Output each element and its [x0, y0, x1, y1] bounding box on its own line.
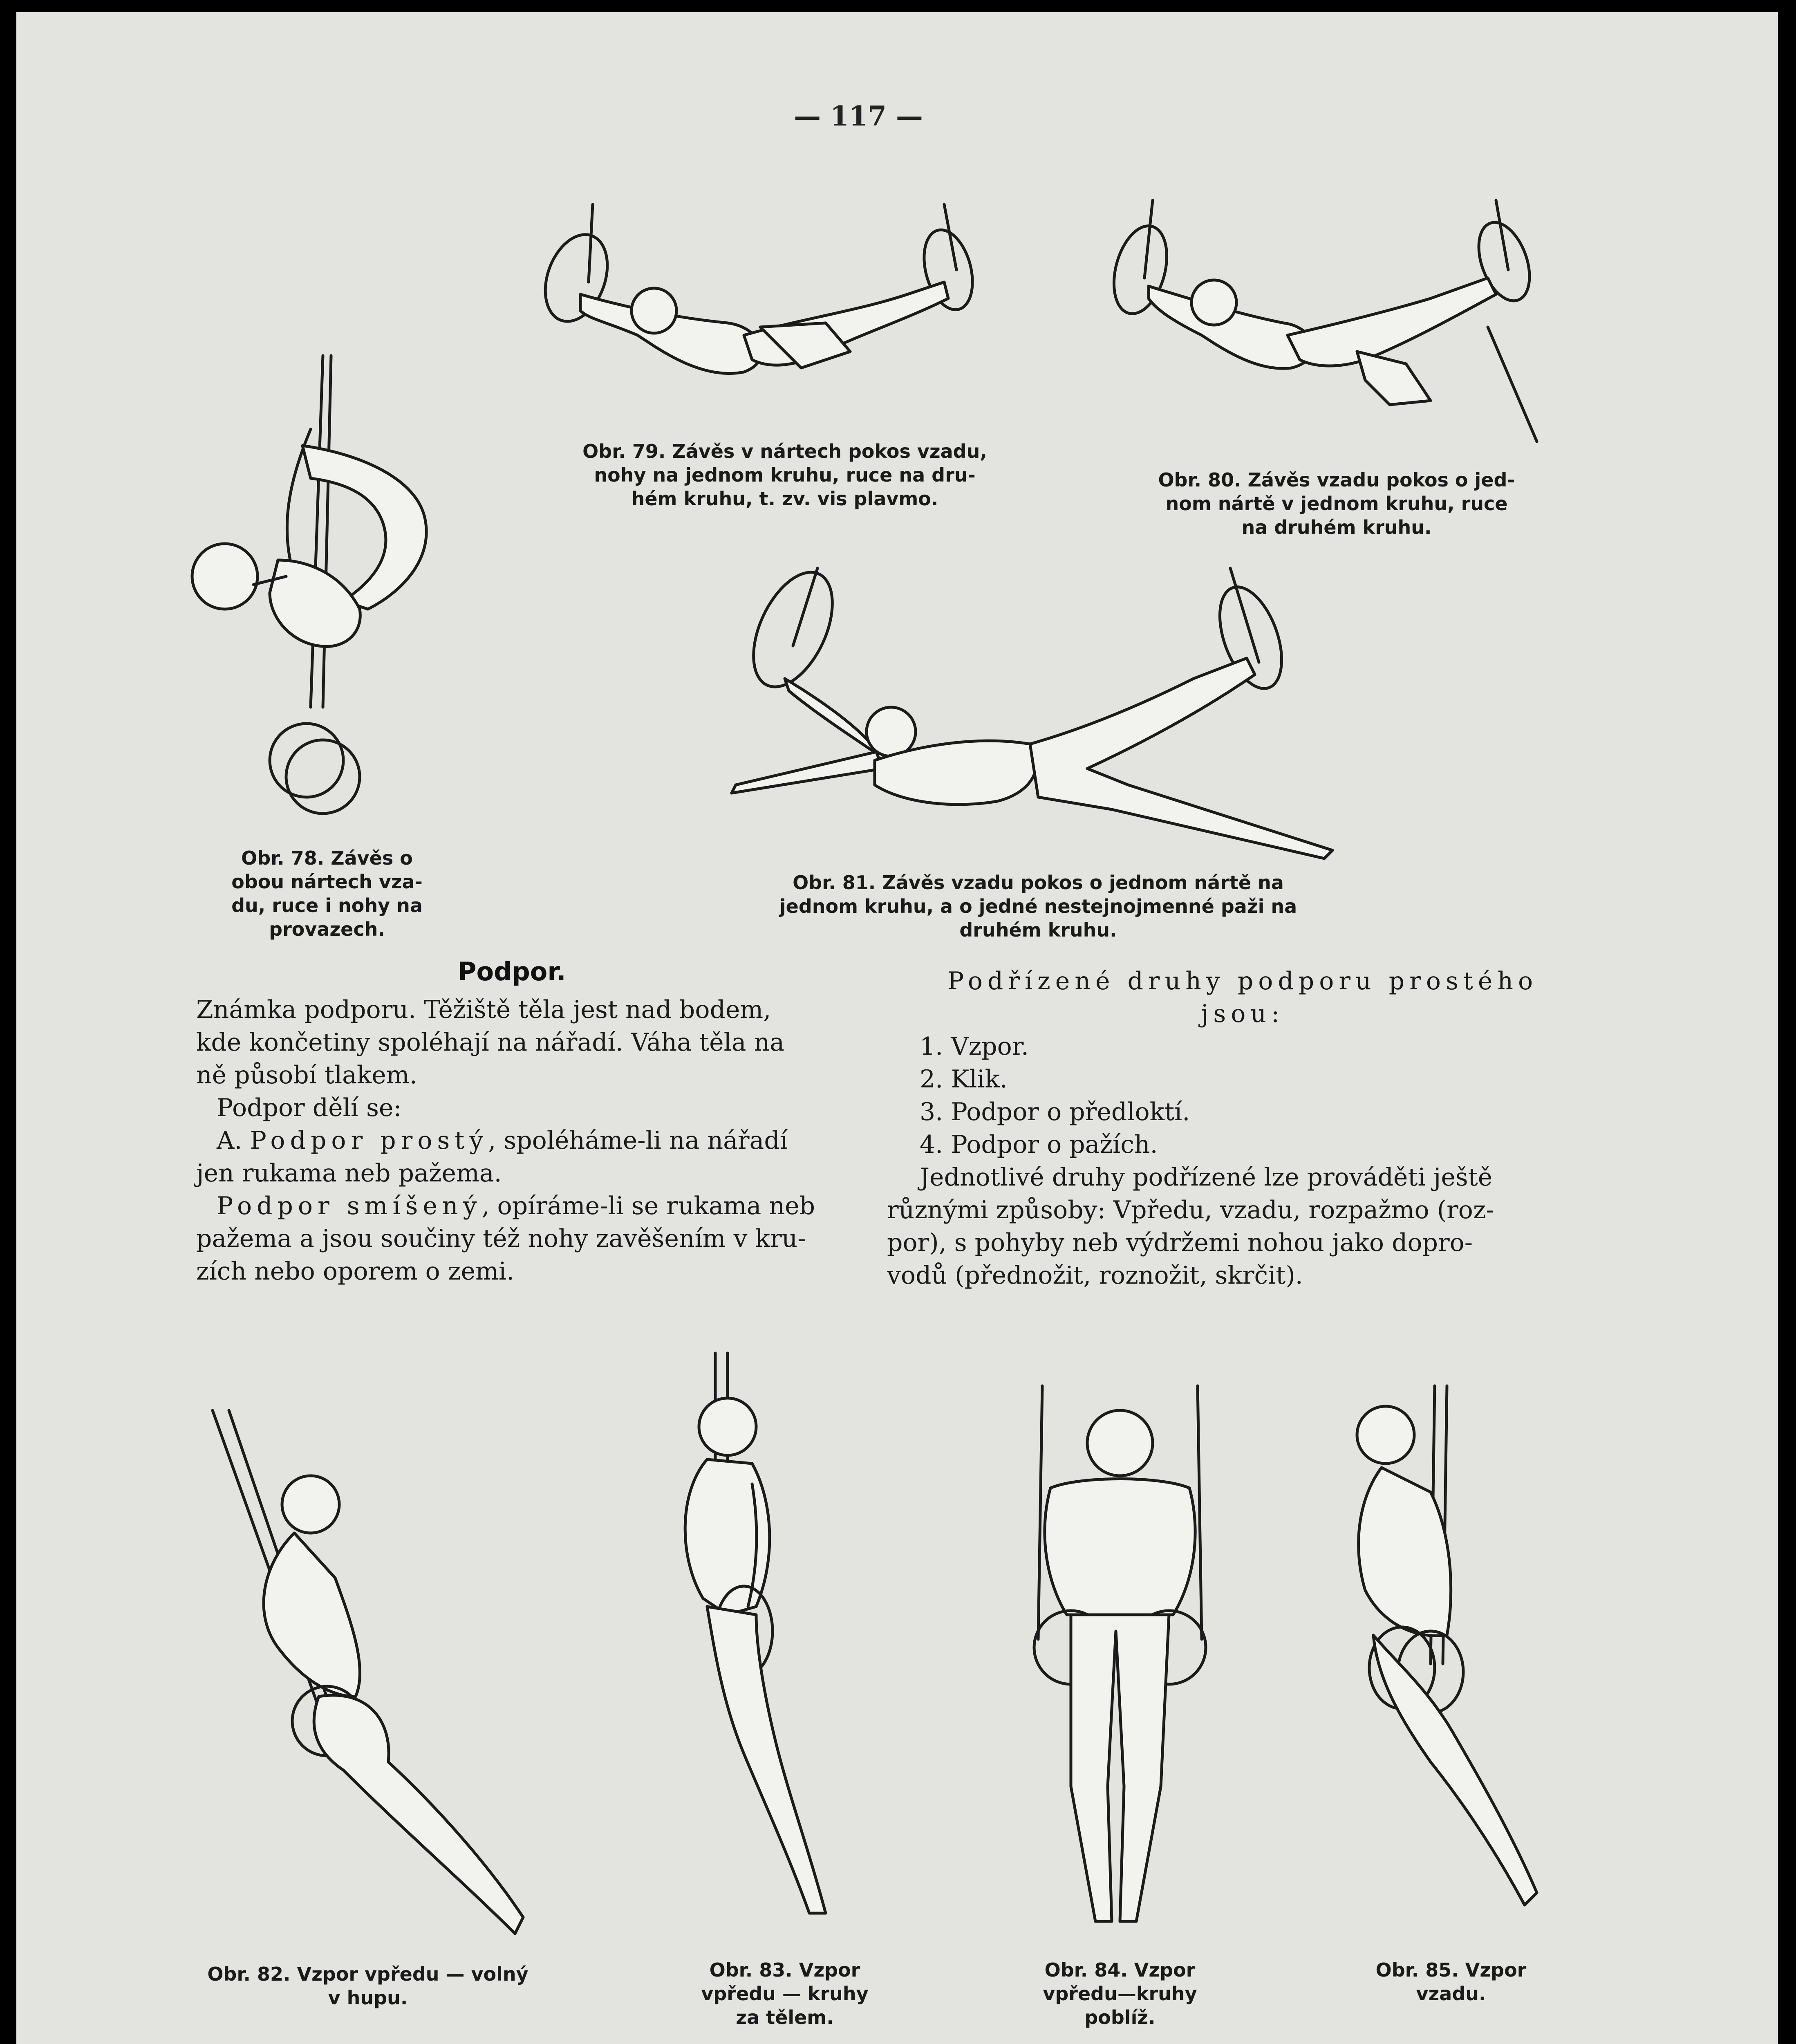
text-line: Jednotlivé druhy podřízené lze prováděti ještě [920, 1163, 1493, 1192]
text-line: Podřízené druhy podporu prostého [947, 967, 1538, 995]
caption-line: za tělem. [736, 2006, 834, 2028]
spaced-term: Podpor smíšený [217, 1192, 482, 1220]
text-line: vodů (přednožit, roznožit, skrčit). [887, 1261, 1303, 1290]
caption-line: hém kruhu, t. zv. vis plavmo. [631, 488, 938, 510]
text-line: por), s pohyby neb výdržemi nohou jako dopro- [887, 1228, 1473, 1257]
figure-79-caption [540, 439, 1030, 511]
text-line: jen rukama neb pažema. [196, 1159, 502, 1188]
caption-line: v hupu. [328, 1987, 408, 2009]
caption-line: vpředu—kruhy [1043, 1983, 1197, 2005]
figure-85-illustration [1332, 1378, 1578, 1942]
text-line: kde končetiny spoléhají na nářadí. Váha těla na [196, 1028, 785, 1057]
text-prefix: A. [217, 1126, 250, 1155]
caption-line: vzadu. [1416, 1983, 1486, 2005]
caption-line: Obr. 80. Závěs vzadu pokos o jed- [1158, 469, 1515, 491]
text-line [196, 1190, 875, 1222]
text-line: různými způsoby: Vpředu, vzadu, rozpažmo (roz- [887, 1196, 1494, 1224]
list-item: 2. Klik. [920, 1065, 1008, 1094]
section-heading: Podpor. [458, 957, 566, 986]
figure-83-illustration [654, 1345, 916, 1938]
caption-line: vpředu — kruhy [701, 1983, 869, 2005]
figure-81-illustration [719, 556, 1357, 867]
caption-line: Obr. 83. Vzpor [709, 1959, 860, 1981]
book-page [16, 12, 1778, 2044]
figure-85-caption [1337, 1958, 1565, 2006]
text-line: Známka podporu. Těžiště těla jest nad bodem, [196, 995, 771, 1024]
text-line [196, 1124, 875, 1157]
figure-80-illustration [1095, 188, 1586, 450]
text-rest: , spoléháme-li na nářadí [488, 1126, 788, 1155]
caption-line: Obr. 84. Vzpor [1044, 1959, 1196, 1981]
list-item: 1. Vzpor. [920, 1032, 1029, 1061]
right-text-column [887, 965, 1598, 1292]
figure-84-illustration [1005, 1378, 1234, 1958]
text-line: jsou: [1200, 1000, 1285, 1028]
caption-line: nom nártě v jednom kruhu, ruce [1165, 493, 1508, 515]
figure-78-caption [184, 846, 470, 941]
caption-line: Obr. 82. Vzpor vpředu — volný [207, 1963, 528, 1985]
text-line: Podpor dělí se: [217, 1094, 402, 1122]
spaced-term: Podpor prostý [250, 1126, 488, 1155]
figure-83-caption [654, 1958, 916, 2029]
caption-line: Obr. 81. Závěs vzadu pokos o jednom nártě na [793, 872, 1284, 894]
figure-80-caption [1104, 468, 1570, 539]
caption-line: provazech. [269, 918, 385, 940]
figure-78-illustration [188, 347, 482, 838]
caption-line: du, ruce i nohy na [231, 894, 423, 917]
text-rest: , opíráme-li se rukama neb [481, 1192, 815, 1220]
figure-82-illustration [196, 1402, 572, 1975]
figure-84-caption [997, 1958, 1243, 2029]
caption-line: Obr. 85. Vzpor [1375, 1959, 1527, 1981]
left-text-column [196, 993, 875, 1288]
text-line: pažema a jsou součiny též nohy zavěšením v kru- [196, 1224, 806, 1253]
figure-81-caption [736, 871, 1341, 942]
page-number: — 117 — [794, 100, 923, 132]
figure-82-caption [172, 1962, 564, 2010]
caption-line: Obr. 79. Závěs v nártech pokos vzadu, [582, 440, 987, 462]
caption-line: Obr. 78. Závěs o [241, 847, 413, 869]
figure-79-illustration [515, 188, 1055, 417]
caption-line: druhém kruhu. [959, 919, 1117, 941]
text-line: ně působí tlakem. [196, 1061, 417, 1089]
caption-line: na druhém kruhu. [1241, 516, 1432, 538]
caption-line: obou nártech vza- [231, 871, 423, 893]
list-item: 3. Podpor o předloktí. [920, 1098, 1190, 1126]
text-line: zích nebo oporem o zemi. [196, 1257, 515, 1286]
caption-line: jednom kruhu, a o jedné nestejnojmenné paži na [779, 895, 1297, 917]
caption-line: poblíž. [1084, 2006, 1156, 2028]
caption-line: nohy na jednom kruhu, ruce na dru- [594, 464, 976, 486]
list-item: 4. Podpor o pažích. [920, 1130, 1158, 1159]
